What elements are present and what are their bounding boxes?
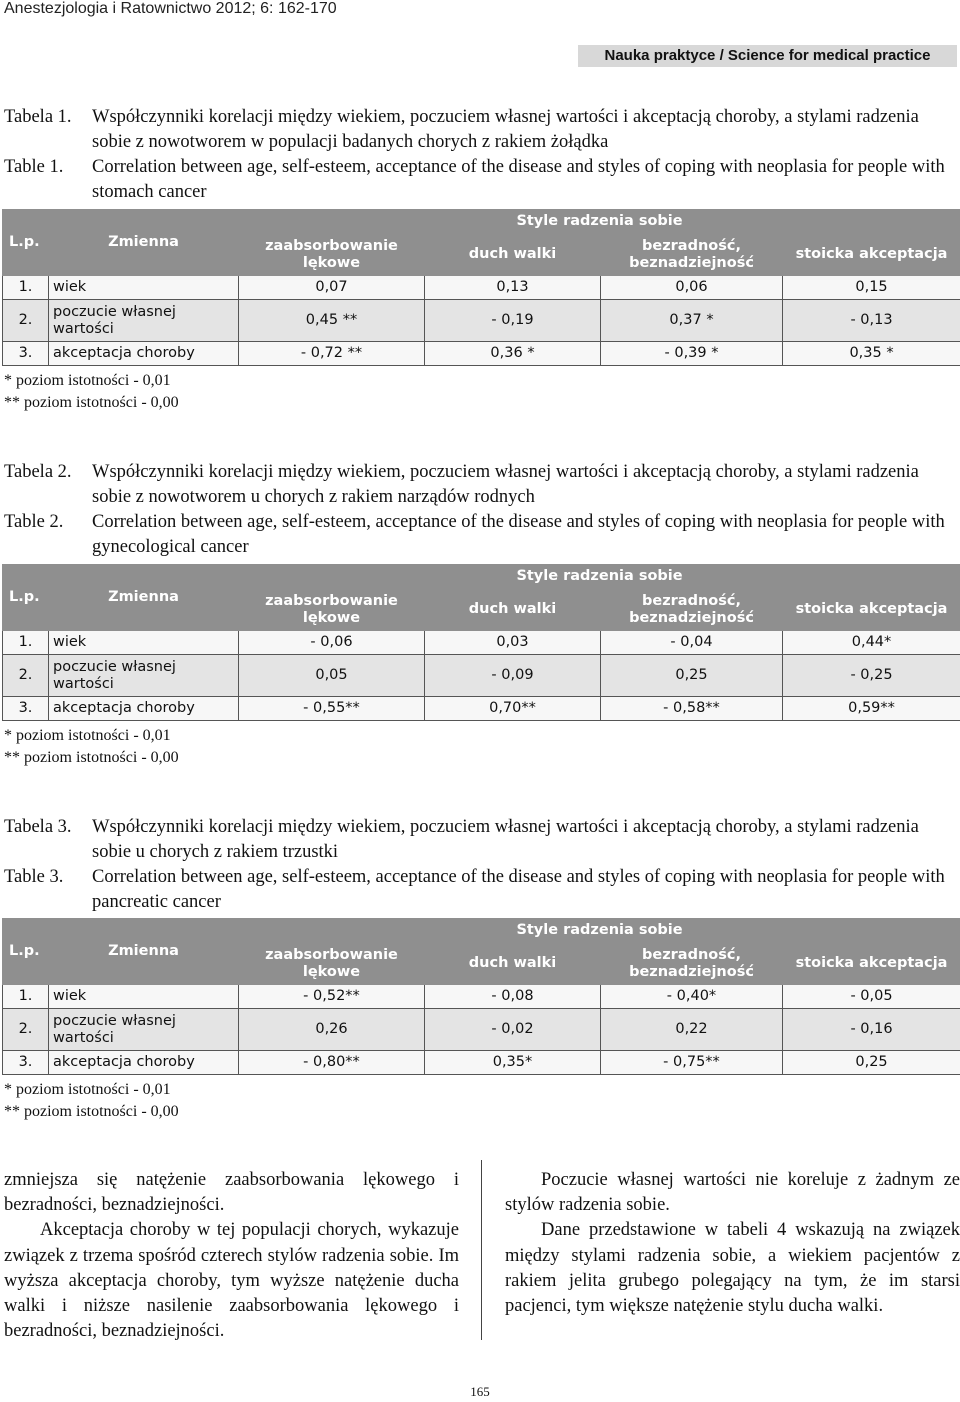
caption-title-en: Correlation between age, self-esteem, acceptance of the disease and styles of coping with neoplasia for people with gynecological cancer [92, 512, 945, 557]
row-lp: 1. [3, 276, 49, 300]
cell-value: 0,35 * [783, 342, 960, 366]
header-col-1: zaabsorbowanie lękowe [239, 943, 425, 985]
header-col-4: stoicka akceptacja [783, 943, 960, 985]
header-col-2: duch walki [425, 943, 601, 985]
table-row [3, 985, 960, 1009]
cell-value: - 0,06 [239, 631, 425, 655]
row-lp: 1. [3, 631, 49, 655]
row-lp: 1. [3, 985, 49, 1009]
cell-value: - 0,13 [783, 300, 960, 342]
cell-value: - 0,55** [239, 697, 425, 721]
row-lp: 3. [3, 697, 49, 721]
row-variable: wiek [49, 276, 239, 300]
row-variable: akceptacja choroby [49, 697, 239, 721]
cell-value: - 0,05 [783, 985, 960, 1009]
cell-value: - 0,02 [425, 1009, 601, 1051]
cell-value: - 0,19 [425, 300, 601, 342]
cell-value: - 0,04 [601, 631, 783, 655]
header-col-3: bezradność, beznadziejność [601, 234, 783, 276]
row-lp: 2. [3, 655, 49, 697]
header-col-4: stoicka akceptacja [783, 589, 960, 631]
body-column-left [4, 1168, 459, 1344]
significance-note: ** poziom istotności - 0,00 [4, 1103, 179, 1120]
correlation-table-1 [2, 209, 960, 366]
cell-value: 0,03 [425, 631, 601, 655]
table-row [3, 276, 960, 300]
cell-value: 0,26 [239, 1009, 425, 1051]
table-2-notes [4, 725, 179, 769]
table-row [3, 631, 960, 655]
caption-title-en: Correlation between age, self-esteem, acceptance of the disease and styles of coping with neoplasia for people with pancreatic cancer [92, 867, 945, 912]
header-zmienna: Zmienna [49, 210, 239, 276]
table-1-caption [4, 105, 960, 205]
cell-value: 0,25 [601, 655, 783, 697]
cell-value: - 0,39 * [601, 342, 783, 366]
header-col-1: zaabsorbowanie lękowe [239, 589, 425, 631]
significance-note: * poziom istotności - 0,01 [4, 372, 171, 389]
cell-value: 0,07 [239, 276, 425, 300]
cell-value: - 0,72 ** [239, 342, 425, 366]
table-3-caption [4, 815, 960, 915]
row-variable: wiek [49, 631, 239, 655]
header-col-4: stoicka akceptacja [783, 234, 960, 276]
cell-value: 0,44* [783, 631, 960, 655]
cell-value: 0,36 * [425, 342, 601, 366]
correlation-table-3 [2, 918, 960, 1075]
cell-value: 0,06 [601, 276, 783, 300]
cell-value: - 0,09 [425, 655, 601, 697]
table-1-notes [4, 370, 179, 414]
page-number: 165 [470, 1384, 490, 1399]
journal-header: Anestezjologia i Ratownictwo 2012; 6: 162-170 [4, 0, 337, 17]
caption-label-en: Table 1. [4, 157, 64, 177]
row-lp: 2. [3, 300, 49, 342]
significance-note: * poziom istotności - 0,01 [4, 727, 171, 744]
table-row [3, 1009, 960, 1051]
cell-value: 0,35* [425, 1051, 601, 1075]
caption-label-en: Table 3. [4, 867, 64, 887]
cell-value: - 0,40* [601, 985, 783, 1009]
header-group: Style radzenia sobie [239, 210, 960, 234]
row-variable: poczucie własnej wartości [49, 300, 239, 342]
table-row [3, 655, 960, 697]
row-lp: 2. [3, 1009, 49, 1051]
caption-label-pl: Tabela 1. [4, 107, 72, 127]
table-row [3, 342, 960, 366]
header-col-3: bezradność, beznadziejność [601, 943, 783, 985]
cell-value: 0,59** [783, 697, 960, 721]
body-paragraph: Poczucie własnej wartości nie koreluje z żadnym ze stylów radzenia sobie. [505, 1170, 960, 1216]
caption-title-pl: Współczynniki korelacji między wiekiem, poczuciem własnej wartości i akceptacją choroby, a stylami radzenia sobie z nowotworem u chorych z rakiem narządów rodnych [92, 462, 919, 507]
body-paragraph: zmniejsza się natężenie zaabsorbowania lękowego i bezradności, beznadziejności. [4, 1170, 459, 1216]
body-paragraph: Dane przedstawione w tabeli 4 wskazują na związek między stylami radzenia sobie, a wiekiem pacjentów z rakiem jelita grubego polegający na tym, że im starsi pacjenci, tym większe natężenie stylu ducha walki. [505, 1220, 960, 1317]
caption-label-pl: Tabela 3. [4, 817, 72, 837]
cell-value: - 0,25 [783, 655, 960, 697]
cell-value: - 0,80** [239, 1051, 425, 1075]
table-3-notes [4, 1079, 179, 1123]
row-variable: poczucie własnej wartości [49, 655, 239, 697]
table-row [3, 300, 960, 342]
row-variable: akceptacja choroby [49, 342, 239, 366]
row-variable: poczucie własnej wartości [49, 1009, 239, 1051]
caption-title-en: Correlation between age, self-esteem, acceptance of the disease and styles of coping with neoplasia for people with stomach cancer [92, 157, 945, 202]
body-paragraph: Akceptacja choroby w tej populacji chorych, wykazuje związek z trzema spośród czterech stylów radzenia sobie. Im wyższa akceptacja choroby, tym wyższe natężenie ducha walki i niższe nasilenie zaabsorbowania lękowego i bezradności, beznadziejności. [4, 1220, 459, 1342]
header-lp: L.p. [3, 210, 49, 276]
significance-note: ** poziom istotności - 0,00 [4, 394, 179, 411]
row-lp: 3. [3, 342, 49, 366]
header-lp: L.p. [3, 919, 49, 985]
cell-value: 0,25 [783, 1051, 960, 1075]
cell-value: 0,37 * [601, 300, 783, 342]
significance-note: * poziom istotności - 0,01 [4, 1081, 171, 1098]
row-lp: 3. [3, 1051, 49, 1075]
caption-title-pl: Współczynniki korelacji między wiekiem, poczuciem własnej wartości i akceptacją choroby, a stylami radzenia sobie z nowotworem w populacji badanych chorych z rakiem żołądka [92, 107, 919, 152]
header-zmienna: Zmienna [49, 919, 239, 985]
cell-value: 0,13 [425, 276, 601, 300]
section-banner: Nauka praktyce / Science for medical practice [578, 45, 957, 67]
header-zmienna: Zmienna [49, 565, 239, 631]
cell-value: - 0,58** [601, 697, 783, 721]
header-col-1: zaabsorbowanie lękowe [239, 234, 425, 276]
cell-value: - 0,75** [601, 1051, 783, 1075]
header-col-2: duch walki [425, 234, 601, 276]
cell-value: 0,22 [601, 1009, 783, 1051]
caption-title-pl: Współczynniki korelacji między wiekiem, poczuciem własnej wartości i akceptacją choroby, a stylami radzenia sobie u chorych z rakiem trzustki [92, 817, 919, 862]
cell-value: 0,15 [783, 276, 960, 300]
cell-value: - 0,16 [783, 1009, 960, 1051]
header-lp: L.p. [3, 565, 49, 631]
cell-value: 0,05 [239, 655, 425, 697]
table-row [3, 697, 960, 721]
row-variable: akceptacja choroby [49, 1051, 239, 1075]
significance-note: ** poziom istotności - 0,00 [4, 749, 179, 766]
body-column-right [505, 1168, 960, 1319]
header-col-2: duch walki [425, 589, 601, 631]
header-group: Style radzenia sobie [239, 565, 960, 589]
row-variable: wiek [49, 985, 239, 1009]
header-group: Style radzenia sobie [239, 919, 960, 943]
caption-label-pl: Tabela 2. [4, 462, 72, 482]
cell-value: 0,45 ** [239, 300, 425, 342]
table-row [3, 1051, 960, 1075]
cell-value: - 0,52** [239, 985, 425, 1009]
cell-value: - 0,08 [425, 985, 601, 1009]
caption-label-en: Table 2. [4, 512, 64, 532]
correlation-table-2 [2, 564, 960, 721]
cell-value: 0,70** [425, 697, 601, 721]
header-col-3: bezradność, beznadziejność [601, 589, 783, 631]
table-2-caption [4, 460, 960, 560]
column-divider [481, 1160, 482, 1340]
